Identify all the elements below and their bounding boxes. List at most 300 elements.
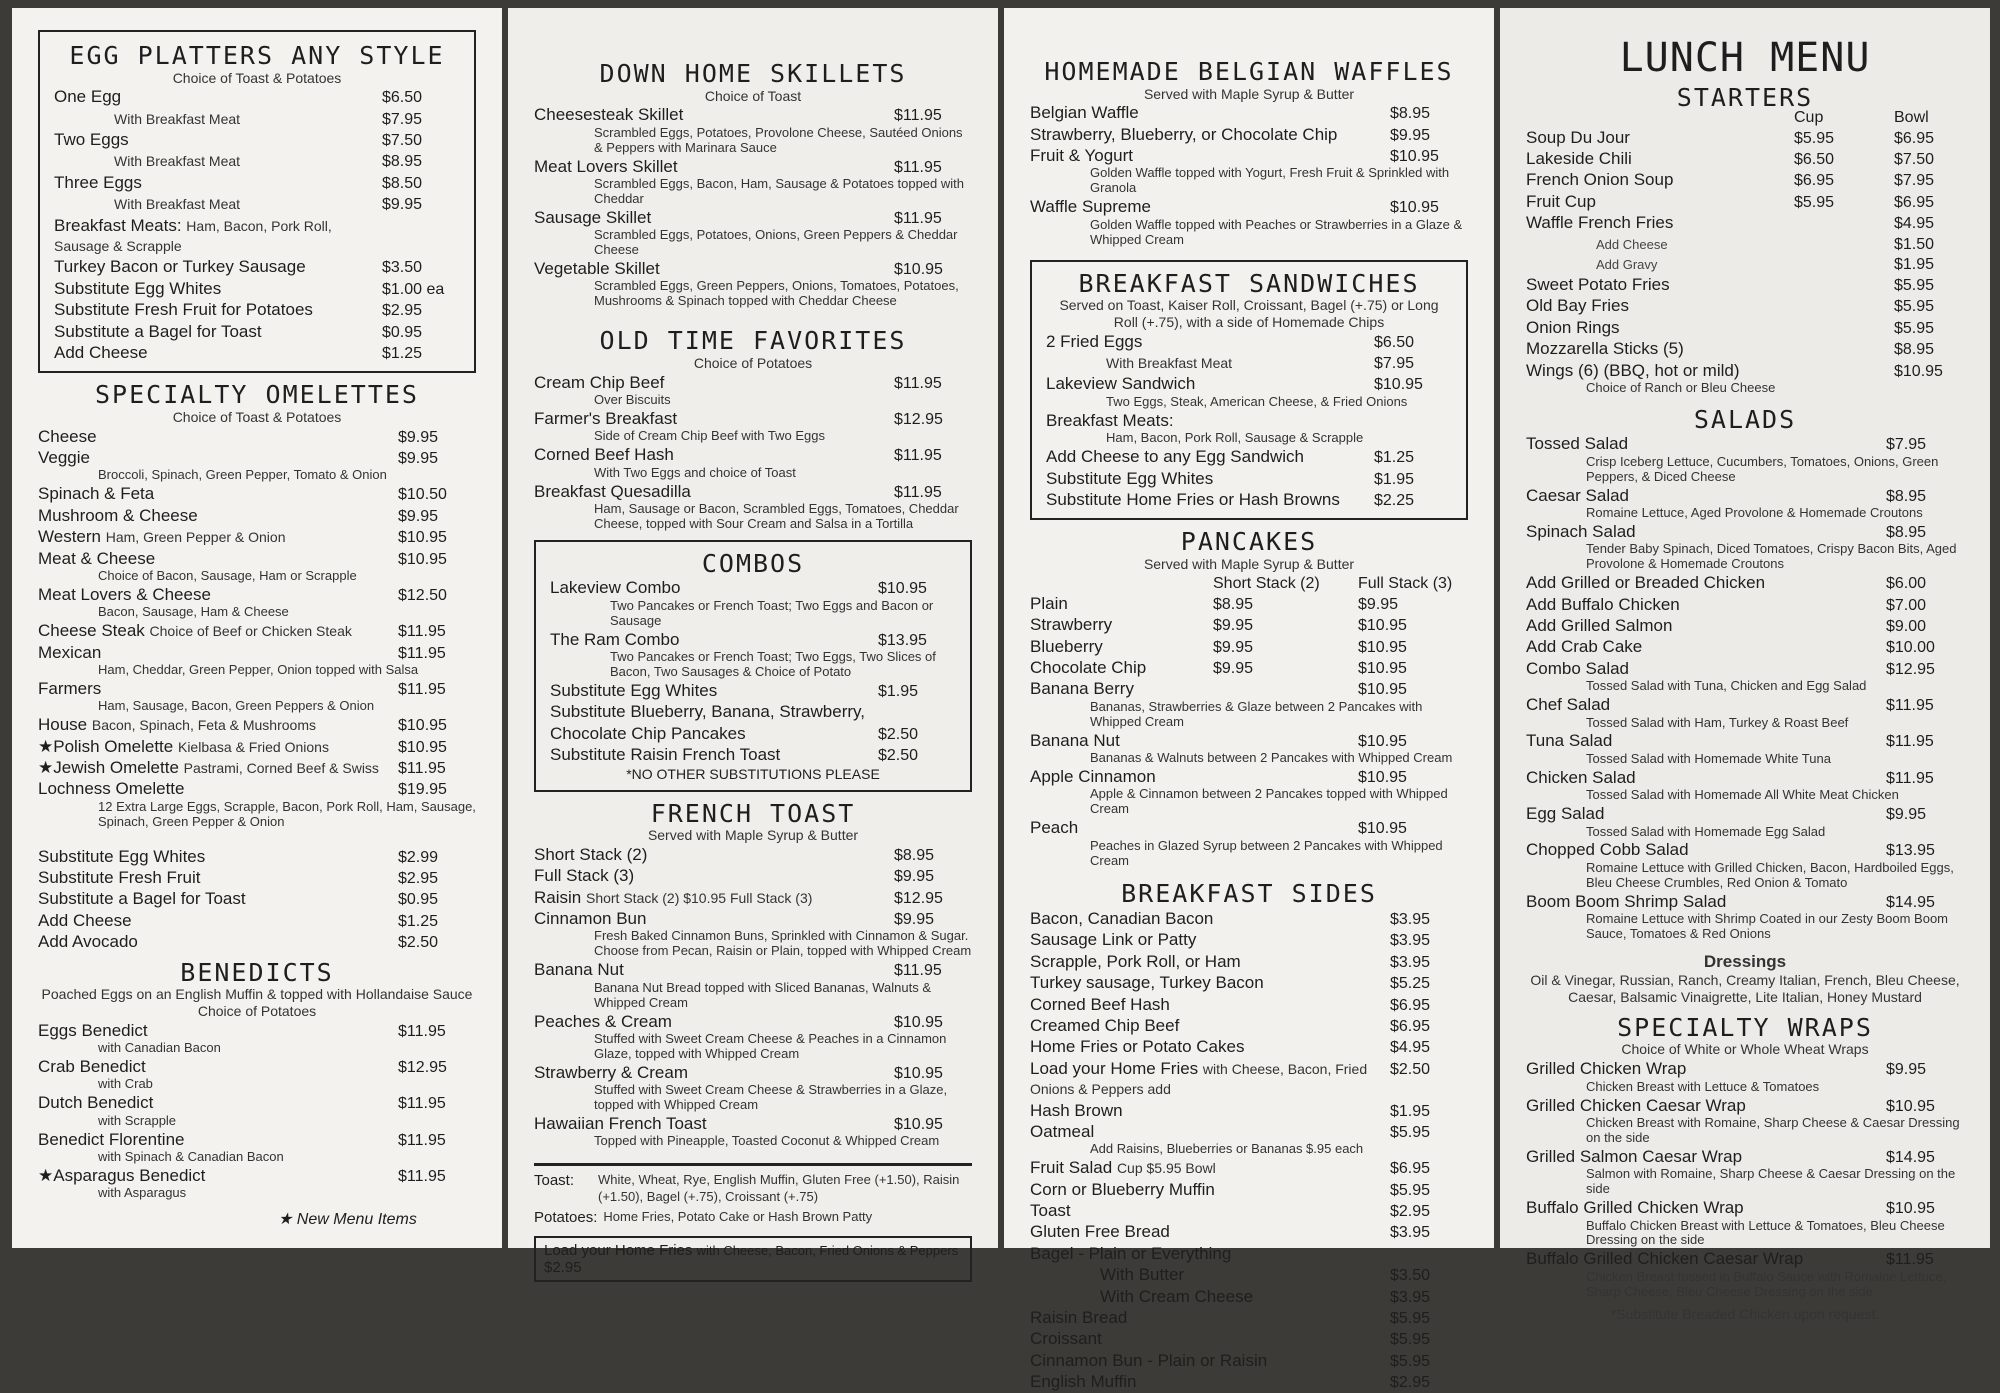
menu-item-label: Dutch Benedict	[38, 1093, 154, 1113]
item-list	[1526, 1059, 1964, 1299]
menu-item-desc: Stuffed with Sweet Cream Cheese & Peaches in a Cinnamon Glaze, topped with Whipped Cream	[594, 1030, 947, 1061]
menu-item-price: $10.00	[1886, 639, 1935, 657]
menu-item-row	[38, 448, 476, 468]
menu-item-desc: with Asparagus	[98, 1185, 187, 1201]
menu-item-row	[38, 527, 476, 547]
menu-item-name	[38, 847, 398, 867]
pancake-name: Plain	[1030, 593, 1068, 613]
menu-item-label: Breakfast Meats:	[1046, 410, 1174, 430]
menu-item-name	[54, 109, 382, 129]
menu-item-row	[534, 208, 972, 228]
menu-item-label: Cinnamon Bun	[534, 908, 647, 928]
menu-item-row	[54, 130, 460, 150]
item-list	[1046, 332, 1452, 511]
menu-item-row	[38, 643, 476, 663]
menu-item-price: $10.95	[398, 738, 447, 756]
menu-item-name	[38, 737, 398, 757]
menu-item-row	[38, 621, 476, 641]
section-subtitle: Served with Maple Syrup & Butter	[647, 827, 859, 843]
menu-item-desc: Chicken Breast with Romaine, Sharp Cheese & Caesar Dressing on the side	[1586, 1115, 1960, 1145]
menu-item-desc: Tossed Salad with Ham, Turkey & Roast Beef	[1586, 714, 1849, 730]
menu-item-desc: Broccoli, Spinach, Green Pepper, Tomato & Onion	[98, 467, 387, 483]
menu-item-price: $9.95	[382, 196, 423, 214]
menu-item-label: Gluten Free Bread	[1030, 1222, 1170, 1242]
menu-item-row	[1030, 1372, 1468, 1392]
pancake-name: Banana Nut	[1030, 730, 1120, 750]
pancake-row	[1030, 615, 1468, 635]
starter-name: French Onion Soup	[1526, 170, 1674, 190]
menu-item-name	[534, 482, 894, 502]
starter-name: Mozzarella Sticks (5)	[1526, 339, 1684, 359]
menu-item-price: $3.50	[382, 259, 423, 277]
item-list	[54, 87, 460, 363]
menu-item-row	[38, 1021, 476, 1041]
menu-item-label: Strawberry & Cream	[534, 1062, 688, 1082]
menu-item-price: $11.95	[398, 1168, 446, 1186]
bowl-price: $5.95	[1894, 298, 1935, 316]
starter-desc: Choice of Ranch or Bleu Cheese	[1586, 379, 1776, 395]
menu-item-row	[534, 909, 972, 929]
menu-item-label: Full Stack (3)	[534, 866, 635, 886]
menu-item-row	[1526, 616, 1964, 636]
menu-item-name	[550, 578, 878, 598]
menu-item-price: $2.50	[878, 747, 919, 765]
menu-item-price: $8.95	[894, 846, 935, 864]
menu-item-desc: Two Pancakes or French Toast; Two Eggs and Bacon or Sausage	[610, 597, 934, 628]
pancake-name: Strawberry	[1030, 615, 1113, 635]
section-title: HOMEMADE BELGIAN WAFFLES	[1044, 57, 1454, 86]
menu-item-price: $10.95	[1886, 1200, 1935, 1218]
load-label: Load your Home Fries	[544, 1241, 693, 1259]
menu-item-desc: Romaine Lettuce with Grilled Chicken, Bacon, Hardboiled Eggs, Bleu Cheese Crumbles, Red Onion & Tomato	[1586, 859, 1954, 890]
full-stack-price: $10.95	[1358, 768, 1407, 786]
menu-item-label: Peaches & Cream	[534, 1011, 672, 1031]
starter-name: Soup Du Jour	[1526, 127, 1630, 147]
menu-item-label: Bacon, Canadian Bacon	[1030, 908, 1214, 928]
menu-item-label: Raisin	[534, 887, 582, 907]
starter-row	[1526, 128, 1964, 148]
menu-item-price: $11.95	[398, 680, 446, 698]
menu-item-name	[38, 889, 398, 909]
menu-item-name	[54, 151, 382, 171]
menu-item-label: Crab Benedict	[38, 1057, 146, 1077]
menu-item-price: $11.95	[1886, 769, 1934, 787]
menu-item-price: $9.00	[1886, 618, 1927, 636]
menu-item-row	[38, 847, 476, 867]
menu-item-price: $12.50	[398, 586, 447, 604]
menu-item-name	[1046, 447, 1374, 467]
menu-item-label: Banana Nut	[534, 960, 624, 980]
menu-item-row	[1526, 892, 1964, 912]
menu-item-label: Hawaiian French Toast	[534, 1114, 707, 1134]
menu-item-name	[38, 549, 398, 569]
menu-item-label: Farmer's Breakfast	[534, 408, 678, 428]
menu-item-row	[1030, 952, 1468, 972]
menu-item-desc: With Two Eggs and choice of Toast	[594, 464, 796, 480]
menu-item-label: One Egg	[54, 87, 122, 107]
menu-item-price: $3.95	[1390, 910, 1431, 928]
menu-item-price: $1.25	[382, 344, 423, 362]
short-stack-header: Short Stack (2)	[1213, 574, 1320, 592]
menu-item-name	[1030, 1158, 1390, 1178]
menu-item-price: $1.95	[1374, 470, 1415, 488]
menu-item-price: $10.95	[894, 1013, 943, 1031]
menu-item-label: Substitute a Bagel for Toast	[38, 889, 246, 909]
menu-item-label: Meat Lovers & Cheese	[38, 584, 211, 604]
menu-item-label: 2 Fried Eggs	[1046, 331, 1143, 351]
menu-item-label: Fruit Salad	[1030, 1158, 1113, 1178]
menu-item-name	[38, 1057, 398, 1077]
starter-row	[1526, 318, 1964, 338]
menu-item-price: $9.95	[398, 507, 439, 525]
menu-item-name	[534, 960, 894, 980]
item-list	[38, 1021, 476, 1202]
section-title: STARTERS	[1676, 83, 1814, 112]
item-list	[550, 578, 956, 765]
menu-item-desc: Bacon, Sausage, Ham & Cheese	[98, 604, 289, 620]
menu-item-name	[1526, 434, 1886, 454]
menu-item-label: Grilled Salmon Caesar Wrap	[1526, 1146, 1743, 1166]
menu-item-price: $10.95	[1374, 376, 1423, 394]
section-title: DOWN HOME SKILLETS	[599, 59, 907, 88]
menu-item-row	[1526, 573, 1964, 593]
menu-item-label: Substitute Egg Whites	[38, 846, 206, 866]
menu-item-label: ★Polish Omelette	[38, 736, 174, 756]
menu-item-label: Cheesesteak Skillet	[534, 105, 684, 125]
menu-item-name	[1046, 411, 1374, 431]
item-list	[1030, 909, 1468, 1393]
section-subtitle: Poached Eggs on an English Muffin & topped with Hollandaise Sauce	[41, 986, 473, 1003]
menu-item-row	[534, 1063, 972, 1083]
menu-item-name	[1030, 1180, 1390, 1200]
menu-item-label: Creamed Chip Beef	[1030, 1015, 1180, 1035]
menu-item-price: $8.95	[1886, 524, 1927, 541]
menu-item-label: Lakeview Combo	[550, 578, 681, 598]
menu-item-row	[1030, 1222, 1468, 1242]
menu-item-option: With Breakfast Meat	[114, 196, 241, 213]
menu-item-row	[534, 482, 972, 502]
starter-name: Old Bay Fries	[1526, 296, 1629, 316]
cup-price: $5.95	[1794, 193, 1835, 211]
menu-item-desc: Tender Baby Spinach, Diced Tomatoes, Crispy Bacon Bits, Aged Provolone & Homemade Croutons	[1586, 541, 1957, 572]
menu-item-price: $9.95	[1390, 126, 1431, 144]
menu-item-desc: Golden Waffle topped with Peaches or Strawberries in a Glaze & Whipped Cream	[1090, 216, 1463, 247]
menu-item-label: Chef Salad	[1526, 695, 1611, 715]
menu-item-inline-desc: Pastrami, Corned Beef & Swiss	[183, 760, 379, 777]
menu-item-label: The Ram Combo	[550, 629, 680, 649]
menu-item-row	[550, 724, 956, 744]
menu-item-row	[54, 257, 460, 277]
menu-item-price: $8.95	[382, 153, 423, 171]
pancake-header-row	[1030, 574, 1468, 593]
menu-item-name	[1526, 1198, 1886, 1218]
starter-row	[1526, 213, 1964, 233]
menu-item-inline-desc: Short Stack (2) $10.95 Full Stack (3)	[585, 889, 813, 906]
menu-item-inline-desc: Bacon, Spinach, Feta & Mushrooms	[91, 717, 316, 734]
menu-item-price: $9.95	[894, 910, 935, 928]
menu-item-name	[38, 779, 398, 799]
section-title: SPECIALTY OMELETTES	[95, 380, 419, 410]
section-title: SPECIALTY WRAPS	[1617, 1012, 1873, 1042]
menu-item-label: Turkey sausage, Turkey Bacon	[1030, 973, 1264, 993]
menu-item-price: $14.95	[1886, 1148, 1935, 1166]
section-subtitle: Served with Maple Syrup & Butter	[1143, 555, 1355, 572]
menu-item-desc: Choice of Bacon, Sausage, Ham or Scrapple	[98, 567, 357, 583]
menu-item-label: Lochness Omelette	[38, 779, 185, 799]
menu-item-name	[534, 866, 894, 886]
menu-item-row	[1046, 490, 1452, 510]
full-stack-price: $10.95	[1358, 820, 1407, 838]
menu-item-desc: Salmon with Romaine, Sharp Cheese & Caesar Dressing on the side	[1586, 1166, 1956, 1197]
section-title: SALADS	[1693, 404, 1797, 434]
menu-item-name	[1030, 1222, 1390, 1242]
menu-item-name	[534, 259, 894, 279]
menu-item-row	[1030, 1122, 1468, 1142]
menu-item-label: Boom Boom Shrimp Salad	[1526, 891, 1727, 911]
menu-item-name	[1526, 486, 1886, 506]
potato-options	[534, 1209, 972, 1228]
starter-row	[1526, 275, 1964, 295]
menu-item-price: $5.95	[1390, 1331, 1431, 1349]
menu-item-row	[38, 715, 476, 735]
menu-item-price: $11.95	[398, 1022, 446, 1040]
section-title: BENEDICTS	[180, 957, 334, 987]
menu-item-label: Mexican	[38, 642, 102, 662]
menu-item-name	[550, 681, 878, 701]
menu-item-price: $19.95	[398, 781, 447, 799]
menu-item-label: Add Grilled or Breaded Chicken	[1526, 573, 1766, 593]
menu-item-row	[38, 779, 476, 799]
menu-item-label: Bagel - Plain or Everything	[1030, 1243, 1232, 1263]
menu-item-label: Substitute Egg Whites	[1046, 468, 1214, 488]
menu-item-label: Hash Brown	[1030, 1100, 1123, 1120]
menu-item-name	[1030, 995, 1390, 1015]
menu-item-name	[534, 888, 894, 908]
menu-item-name	[534, 1063, 894, 1083]
menu-item-label: Combo Salad	[1526, 658, 1630, 678]
menu-item-row	[54, 343, 460, 363]
potatoes-label: Potatoes:	[534, 1208, 598, 1226]
menu-item-name	[1030, 1122, 1390, 1142]
menu-item-price: $1.95	[878, 682, 919, 700]
menu-item-name	[1030, 197, 1390, 217]
menu-item-price: $11.95	[894, 962, 942, 980]
menu-item-name	[1046, 374, 1374, 394]
menu-item-price: $8.95	[1390, 105, 1431, 123]
menu-item-inline-desc: Kielbasa & Fried Onions	[177, 738, 329, 755]
menu-item-name	[38, 868, 398, 888]
sandwiches-box	[1030, 260, 1468, 521]
menu-item-label: Croissant	[1030, 1329, 1102, 1349]
toast-options	[534, 1172, 972, 1205]
menu-item-row	[1526, 637, 1964, 657]
menu-item-row	[1046, 353, 1452, 373]
menu-item-desc: Banana Nut Bread topped with Sliced Bananas, Walnuts & Whipped Cream	[594, 979, 932, 1010]
menu-item-label: Grilled Chicken Caesar Wrap	[1526, 1095, 1746, 1115]
menu-item-name	[1100, 1287, 1390, 1307]
menu-item-price: $10.95	[398, 717, 447, 735]
menu-item-label: Substitute Fresh Fruit	[38, 868, 201, 888]
menu-item-row	[1526, 804, 1964, 824]
menu-item-label: Toast	[1030, 1201, 1071, 1220]
menu-item-desc: Ham, Sausage, Bacon, Green Peppers & Onion	[98, 698, 375, 714]
menu-item-price: $10.95	[1390, 148, 1439, 166]
menu-item-name	[54, 173, 382, 193]
full-stack-price: $10.95	[1358, 681, 1407, 699]
menu-item-price: $3.95	[1390, 1224, 1431, 1242]
section-title: BREAKFAST SIDES	[1121, 879, 1377, 909]
section-subtitle: Served on Toast, Kaiser Roll, Croissant, Bagel (+.75) or Long Roll (+.75), with a side of Homemade Chips	[1059, 297, 1439, 330]
menu-item-row	[1030, 1329, 1468, 1349]
menu-item-name	[534, 845, 894, 865]
menu-item-price: $2.95	[382, 302, 423, 320]
menu-item-row	[1030, 909, 1468, 929]
menu-item-desc: Scrambled Eggs, Bacon, Ham, Sausage & Potatoes topped with Cheddar	[594, 175, 964, 206]
menu-item-label: Chopped Cobb Salad	[1526, 840, 1689, 860]
pancake-list	[1030, 594, 1468, 869]
dressings-title: Dressings	[1703, 952, 1787, 971]
menu-item-row	[1030, 1016, 1468, 1036]
menu-item-row	[38, 506, 476, 526]
menu-item-name	[1526, 595, 1886, 615]
menu-item-price: $9.95	[398, 428, 439, 446]
menu-item-price: $2.25	[1374, 491, 1415, 509]
menu-item-price: $5.25	[1390, 975, 1431, 993]
menu-item-row	[534, 409, 972, 429]
menu-item-row	[1046, 411, 1452, 431]
menu-item-price: $11.95	[1886, 697, 1934, 715]
menu-item-name	[38, 715, 398, 735]
menu-item-name	[38, 506, 398, 526]
menu-item-row	[1030, 197, 1468, 217]
menu-item-desc: Buffalo Chicken Breast with Lettuce & Tomatoes, Bleu Cheese Dressing on the side	[1586, 1217, 1945, 1248]
menu-item-price: $7.50	[382, 132, 423, 150]
menu-item-name	[1526, 1147, 1886, 1167]
combos-box	[534, 540, 972, 792]
menu-item-label: Add Avocado	[38, 932, 138, 952]
menu-item-name	[54, 300, 382, 320]
menu-item-name	[38, 1166, 398, 1186]
item-list	[1030, 103, 1468, 247]
menu-item-name	[38, 1130, 398, 1150]
menu-sheet	[12, 8, 1990, 1392]
menu-item-desc: Romaine Lettuce with Shrimp Coated in our Zesty Boom Boom Sauce, Tomatoes & Red Onions	[1586, 911, 1949, 942]
starter-row	[1526, 339, 1964, 359]
menu-item-label: Substitute a Bagel for Toast	[54, 321, 262, 341]
menu-item-desc: Golden Waffle topped with Yogurt, Fresh Fruit & Sprinkled with Granola	[1090, 165, 1450, 196]
menu-item-row	[1030, 1101, 1468, 1121]
menu-item-row	[1526, 840, 1964, 860]
bowl-price: $7.95	[1894, 172, 1935, 190]
menu-item-price: $10.95	[398, 529, 447, 547]
menu-item-price: $14.95	[1886, 893, 1935, 911]
menu-item-price: $11.95	[1886, 1251, 1934, 1269]
menu-item-label: Short Stack (2)	[534, 844, 648, 864]
menu-item-name	[1030, 909, 1390, 929]
menu-item-desc: with Crab	[98, 1076, 153, 1092]
menu-item-label: Strawberry, Blueberry, or Chocolate Chip	[1030, 124, 1338, 144]
menu-item-desc: Over Biscuits	[594, 392, 671, 408]
bowl-price: $1.95	[1894, 255, 1935, 273]
menu-item-name	[38, 932, 398, 952]
menu-item-name	[54, 279, 382, 299]
menu-item-row	[1526, 768, 1964, 788]
menu-item-row	[54, 322, 460, 342]
menu-item-desc: 12 Extra Large Eggs, Scrapple, Bacon, Pork Roll, Ham, Sausage, Spinach, Green Pepper & Onion	[98, 798, 476, 829]
menu-item-row	[1526, 731, 1964, 751]
menu-item-row	[54, 151, 460, 171]
menu-item-desc: Fresh Baked Cinnamon Buns, Sprinkled with Cinnamon & Sugar. Choose from Pecan, Raisin or Plain, topped with Whipped Cream	[594, 928, 972, 959]
menu-item-name	[38, 758, 398, 778]
menu-item-desc: Ham, Bacon, Pork Roll, Sausage & Scrapple	[1106, 430, 1364, 446]
section-subtitle: Choice of Toast & Potatoes	[172, 408, 342, 425]
section-subtitle: Choice of Potatoes	[693, 354, 813, 371]
menu-item-row	[1046, 447, 1452, 467]
menu-item-name	[1526, 840, 1886, 860]
menu-item-name	[1046, 332, 1374, 352]
menu-item-name	[1030, 1059, 1390, 1100]
menu-item-label: Western	[38, 527, 101, 547]
menu-item-name	[1030, 1351, 1390, 1371]
menu-item-price: $6.50	[382, 89, 423, 107]
starter-name: Lakeside Chili	[1526, 149, 1632, 169]
menu-item-price: $5.95	[1390, 1123, 1431, 1141]
menu-item-row	[534, 157, 972, 177]
cup-price: $5.95	[1794, 129, 1835, 147]
menu-item-label: Three Eggs	[54, 172, 142, 192]
menu-item-name	[1526, 1096, 1886, 1116]
menu-item-label: Add Cheese to any Egg Sandwich	[1046, 447, 1305, 467]
menu-item-name	[38, 679, 398, 699]
menu-item-name	[38, 427, 398, 447]
menu-item-label: Belgian Waffle	[1030, 103, 1139, 123]
menu-item-desc: with Scrapple	[98, 1112, 177, 1128]
short-stack-price: $9.95	[1213, 659, 1254, 677]
pancake-desc: Peaches in Glazed Syrup between 2 Pancakes with Whipped Cream	[1090, 837, 1443, 868]
menu-item-name	[54, 87, 382, 107]
menu-item-row	[534, 888, 972, 908]
menu-item-name	[38, 484, 398, 504]
pancake-desc: Bananas & Walnuts between 2 Pancakes with Whipped Cream	[1090, 750, 1453, 766]
menu-item-name	[1526, 616, 1886, 636]
menu-item-name	[1526, 695, 1886, 715]
menu-item-label: Tuna Salad	[1526, 731, 1613, 751]
menu-item-row	[534, 105, 972, 125]
menu-item-name	[1526, 522, 1886, 542]
menu-item-option: With Breakfast Meat	[114, 153, 241, 170]
menu-item-row	[1526, 1147, 1964, 1167]
menu-item-price: $0.95	[382, 323, 423, 341]
menu-item-label: Breakfast Quesadilla	[534, 481, 691, 501]
pancake-desc: Bananas, Strawberries & Glaze between 2 Pancakes with Whipped Cream	[1090, 698, 1423, 729]
menu-item-option: With Breakfast Meat	[1106, 355, 1233, 372]
menu-item-name	[1526, 637, 1886, 657]
panel-breakfast-eggs	[12, 8, 502, 1248]
menu-item-row	[54, 216, 460, 257]
menu-item-desc: Add Raisins, Blueberries or Bananas $.95 each	[1090, 1141, 1364, 1157]
item-list	[1526, 434, 1964, 942]
menu-item-row	[534, 1114, 972, 1134]
menu-item-desc: Stuffed with Sweet Cream Cheese & Strawberries in a Glaze, topped with Whipped Cream	[594, 1082, 948, 1113]
cup-header: Cup	[1794, 108, 1824, 126]
menu-item-label: Spinach Salad	[1526, 522, 1636, 541]
menu-item-row	[550, 681, 956, 701]
menu-item-label: Cheese Steak	[38, 621, 145, 641]
menu-item-name	[1030, 952, 1390, 972]
menu-item-label: Spinach & Feta	[38, 484, 155, 504]
menu-item-row	[1030, 1180, 1468, 1200]
menu-item-price: $6.00	[1886, 575, 1927, 593]
